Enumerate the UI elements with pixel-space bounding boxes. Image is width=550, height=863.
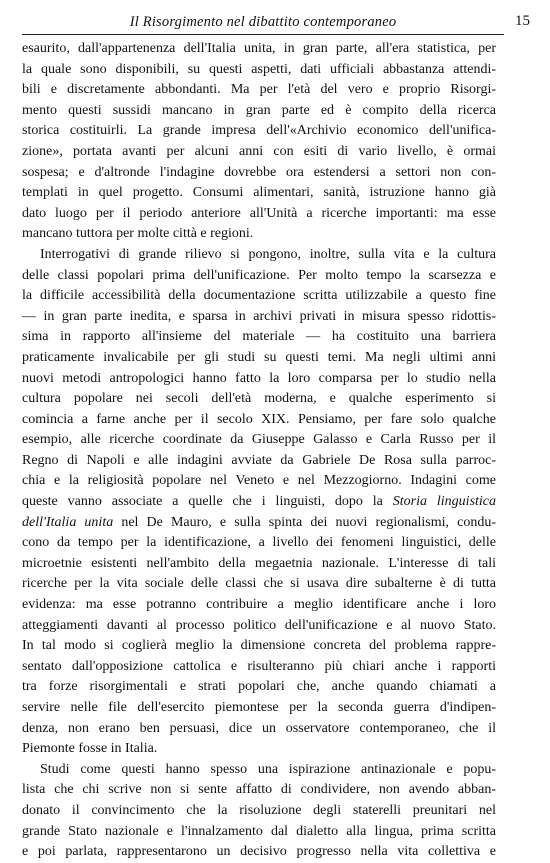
text-line: cultura popolare nei secoli dell'età moderna, e qualche esperimento si	[22, 391, 496, 407]
text-line: denza, non erano ben persuasi, dice un osservatore contemporaneo, che il	[22, 720, 496, 736]
page-number: 15	[515, 13, 530, 29]
text-line: microetnie esistenti nell'ambito della megaetnia nazionale. L'interesse di tali	[22, 555, 496, 571]
text-line: dato luogo per il periodo anteriore all'Unità a ricerche importanti: ma esse	[22, 205, 496, 221]
text-line: e poi parlata, rappresentarono un decisivo progresso nella vita collettiva e	[22, 844, 496, 860]
text-line: evidenza: ma esse potranno contribuire a meglio identificare anche i loro	[22, 597, 496, 613]
text-line: nuovi metodi antropologici hanno fatto la loro comparsa per lo studio nella	[22, 370, 496, 386]
text-line: — in gran parte inedita, e sparsa in archivi privati in misura spesso ridottis-	[22, 308, 496, 324]
text-line: la difficile accessibilità della documentazione scritta utilizzabile a questo fine	[22, 288, 496, 304]
text-line: sima in rapporto all'insieme del materiale — ha costituito una barriera	[22, 329, 496, 345]
text-line: Piemonte fosse in Italia.	[22, 741, 158, 757]
italic-title: Storia linguistica	[392, 494, 497, 510]
text-line: delle classi popolari prima dell'unificazione. Per molto tempo la scarsezza e	[22, 267, 496, 283]
text-line: bili e discretamente abbondanti. Ma per l'età del vero e proprio Risorgi-	[22, 82, 496, 98]
text-line: la quale sono disponibili, su questi aspetti, dati ufficiali abbastanza attendi-	[22, 61, 496, 77]
text-line: Regno di Napoli e alle indagini avviate da Gabriele De Rosa sulla parroc-	[22, 452, 496, 468]
text-line: servire nelle file dell'esercito piemontese per la seconda guerra d'indipen-	[22, 700, 496, 715]
text-line-with-italic	[22, 513, 496, 534]
text-line: ricerche per la vita sociale delle classi che si usava dire subalterne è di tutta	[22, 576, 496, 592]
text-line: templati in quel progetto. Consumi alimentari, sanità, istruzione hanno già	[22, 185, 496, 201]
text-line: storica costituirli. La grande impresa dell'«Archivio economico dell'unifica-	[22, 123, 496, 139]
text-line: atteggiamenti davanti al processo politico dell'unificazione e al nuovo Stato.	[22, 617, 496, 633]
text-line: zione», portata avanti per alcuni anni con esiti di vario livello, è ormai	[22, 143, 496, 159]
text-line: mento questi sussidi mancano in gran parte ed è compito della ricerca	[22, 102, 496, 118]
italic-title: dell'Italia unita	[22, 514, 114, 530]
text-line: In tal modo si coglierà meglio la dimensione concreta del problema rappre-	[22, 638, 496, 654]
text-line: Studi come questi hanno spesso una ispirazione antinazionale e popu-	[40, 761, 496, 777]
text-line: chia e la religiosità popolare nel Veneto e nel Mezzogiorno. Indagini come	[22, 473, 496, 489]
text-line: sentato dall'opposizione cattolica e risulteranno più chiari anche i rapporti	[22, 658, 496, 674]
text-line: tra forze risorgimentali e strati popolari che, anche quando chiamati a	[22, 679, 496, 695]
text-run: queste vanno associate a quelle che i linguisti, dopo la	[22, 494, 383, 510]
text-line: grande Stato nazionale e l'innalzamento dal dialetto alla lingua, prima scritta	[22, 823, 496, 839]
text-line: donato il convincimento che la risoluzione degli staterelli preunitari nel	[22, 802, 496, 818]
text-line: sospesa; e d'altronde l'indagine dovrebbe ora estendersi a settori non con-	[22, 164, 496, 180]
text-line: Interrogativi di grande rilievo si pongono, inoltre, sulla vita e la cultura	[40, 246, 496, 262]
running-title: Il Risorgimento nel dibattito contemporaneo	[129, 14, 397, 30]
text-line: cono da tempo per la identificazione, a livello dei fenomeni linguistici, delle	[22, 535, 496, 551]
text-line-with-italic	[22, 492, 496, 513]
text-line: esaurito, dall'appartenenza dell'Italia unita, in gran parte, all'era statistica, per	[22, 41, 496, 56]
text-line: praticamente invalicabile per gli studi su questi temi. Ma negli ultimi anni	[22, 349, 496, 365]
text-run: nel De Mauro, e sulla spinta dei nuovi regionalismi, condu-	[121, 514, 496, 530]
text-line: esempio, alle ricerche coordinate da Giuseppe Galasso e Carla Russo per il	[22, 432, 496, 448]
text-line: comincia a farne anche per il secolo XIX. Pensiamo, per fare solo qualche	[22, 411, 496, 427]
page-header	[22, 12, 530, 35]
text-line: mancano tuttora per molte città e regioni.	[22, 226, 254, 242]
text-line: lista che chi scrive non si sente affatto di condividere, non avendo abban-	[22, 782, 496, 798]
body-text	[22, 39, 496, 863]
